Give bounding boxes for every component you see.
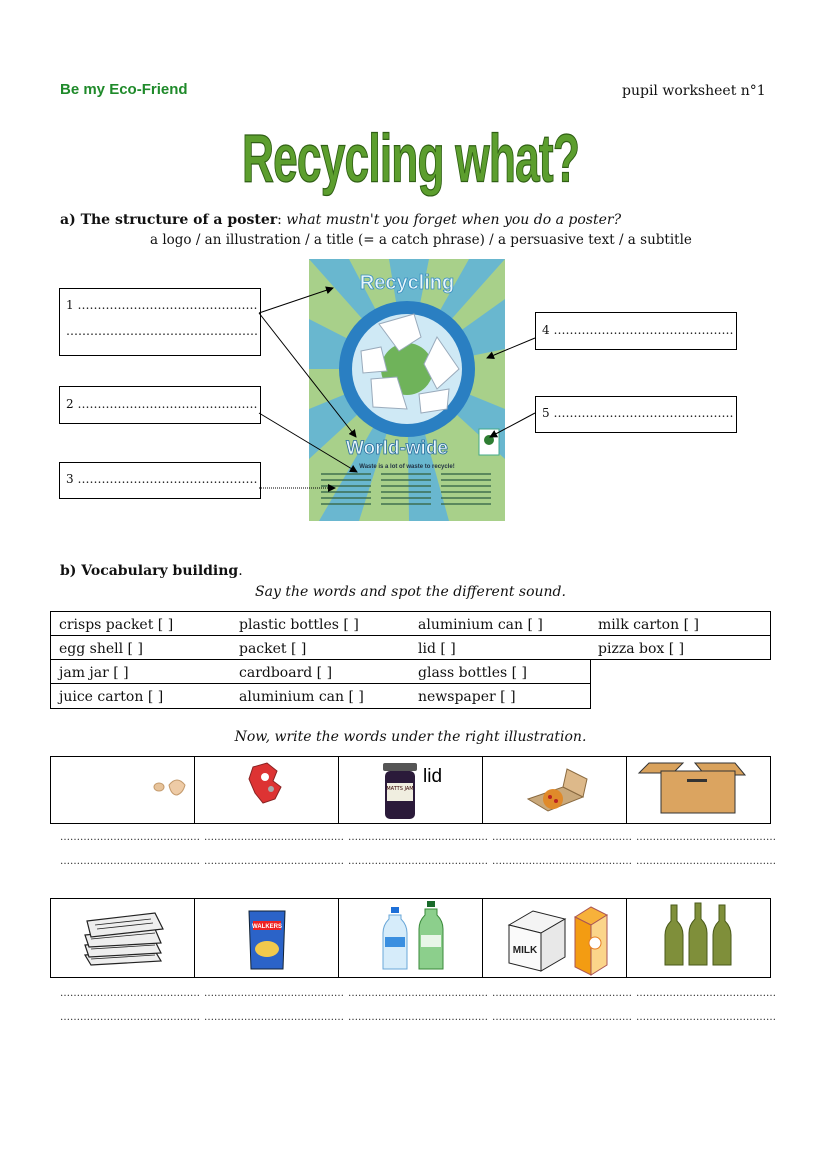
crisps-brand-label: WALKERS xyxy=(252,924,282,930)
cartons-cell xyxy=(483,899,627,977)
answer-line[interactable]: …………………………………… xyxy=(60,1012,200,1023)
vocab-word[interactable]: jam jar [ ] xyxy=(59,665,129,681)
poster-title-text: Recycling xyxy=(359,272,455,294)
section-a-heading: a) The structure of a poster: what mustn't you forget when you do a poster? xyxy=(60,212,622,228)
glass-bottles-icon xyxy=(627,899,770,977)
cardboard-cell xyxy=(627,757,770,823)
answer-line[interactable]: …………………………………… xyxy=(492,988,632,999)
answer-line[interactable]: …………………………………… xyxy=(204,832,344,843)
vocab-word[interactable]: aluminium can [ ] xyxy=(239,689,364,705)
answer-lines-row-2 xyxy=(50,988,776,1028)
answer-line[interactable]: …………………………………… xyxy=(348,832,488,843)
answer-box-1-line1: 1 ……………………………………… xyxy=(66,298,258,312)
poster-subtitle-text: World-wide xyxy=(345,438,449,459)
egg-shell-icon xyxy=(51,757,194,823)
write-instruction: Now, write the words under the right illustration. xyxy=(234,729,587,745)
answer-line[interactable]: …………………………………… xyxy=(60,988,200,999)
answer-box-5-line: 5 ……………………………………… xyxy=(542,406,734,420)
answer-box-2-line: 2 ……………………………………… xyxy=(66,397,258,411)
answer-line[interactable]: …………………………………… xyxy=(348,1012,488,1023)
pointer-arrows xyxy=(0,0,821,560)
vocab-word[interactable]: lid [ ] xyxy=(418,641,456,657)
egg-shell-cell xyxy=(51,757,195,823)
cardboard-box-icon xyxy=(627,757,770,823)
page-title: Recycling what? xyxy=(241,121,580,197)
answer-line[interactable]: …………………………………… xyxy=(492,832,632,843)
jam-jar-label: MATTS JAM xyxy=(386,786,414,792)
crisps-packet-cell xyxy=(195,899,339,977)
vocab-word[interactable]: egg shell [ ] xyxy=(59,641,143,657)
worksheet-number: pupil worksheet n°1 xyxy=(622,83,766,99)
vocab-word[interactable]: glass bottles [ ] xyxy=(418,665,528,681)
answer-box-4-line: 4 ……………………………………… xyxy=(542,323,734,337)
pizza-box-icon xyxy=(483,757,626,823)
vocab-word[interactable]: newspaper [ ] xyxy=(418,689,516,705)
section-a-question: what mustn't you forget when you do a poster? xyxy=(286,212,622,228)
newspaper-cell xyxy=(51,899,195,977)
vocab-word[interactable]: juice carton [ ] xyxy=(59,689,164,705)
vocab-word[interactable]: aluminium can [ ] xyxy=(418,617,543,633)
aluminium-can-cell xyxy=(195,757,339,823)
section-b-title: b) Vocabulary building xyxy=(60,563,239,579)
answer-box-1-line2: ………………………………………… xyxy=(66,324,258,338)
answer-line[interactable]: …………………………………… xyxy=(348,988,488,999)
vocab-word[interactable]: pizza box [ ] xyxy=(598,641,685,657)
jam-jar-icon xyxy=(339,757,482,823)
answer-box-3-line: 3 ……………………………………… xyxy=(66,472,258,486)
lid-label: lid xyxy=(423,766,443,787)
answer-line[interactable]: …………………………………… xyxy=(492,1012,632,1023)
poster-sub-text: Waste is a lot of waste to recycle! xyxy=(359,464,455,470)
answer-line[interactable]: …………………………………… xyxy=(348,856,488,867)
section-a-title: a) The structure of a poster xyxy=(60,212,278,228)
brand-label: Be my Eco-Friend xyxy=(60,81,188,98)
answer-line[interactable]: …………………………………… xyxy=(204,1012,344,1023)
answer-line[interactable]: …………………………………… xyxy=(204,988,344,999)
illustration-row-2 xyxy=(50,898,771,978)
answer-line[interactable]: …………………………………… xyxy=(636,988,776,999)
section-b-heading: b) Vocabulary building. xyxy=(60,563,243,579)
answer-line[interactable]: …………………………………… xyxy=(636,856,776,867)
vocab-word[interactable]: plastic bottles [ ] xyxy=(239,617,359,633)
vocab-word[interactable]: cardboard [ ] xyxy=(239,665,333,681)
plastic-bottles-icon xyxy=(339,899,482,977)
pizza-box-cell xyxy=(483,757,627,823)
crushed-can-icon xyxy=(195,757,338,823)
answer-line[interactable]: …………………………………… xyxy=(204,856,344,867)
crisps-packet-icon xyxy=(195,899,338,977)
section-a-hint: a logo / an illustration / a title (= a catch phrase) / a persuasive text / a subtitle xyxy=(150,232,692,248)
vocab-divider-2 xyxy=(50,683,590,684)
vocab-divider xyxy=(50,635,770,636)
milk-label: MILK xyxy=(512,945,538,956)
illustration-row-1 xyxy=(50,756,771,824)
section-b-instruction: Say the words and spot the different sound. xyxy=(255,584,566,600)
answer-line[interactable]: …………………………………… xyxy=(60,832,200,843)
answer-line[interactable]: …………………………………… xyxy=(636,1012,776,1023)
answer-line[interactable]: …………………………………… xyxy=(492,856,632,867)
glass-bottles-cell xyxy=(627,899,770,977)
vocab-word[interactable]: crisps packet [ ] xyxy=(59,617,174,633)
vocab-word[interactable]: milk carton [ ] xyxy=(598,617,699,633)
newspaper-stack-icon xyxy=(51,899,194,977)
answer-lines-row-1 xyxy=(50,832,776,872)
milk-juice-carton-icon xyxy=(483,899,626,977)
jam-jar-cell xyxy=(339,757,483,823)
plastic-bottles-cell xyxy=(339,899,483,977)
vocab-word[interactable]: packet [ ] xyxy=(239,641,307,657)
answer-line[interactable]: …………………………………… xyxy=(60,856,200,867)
answer-line[interactable]: …………………………………… xyxy=(636,832,776,843)
